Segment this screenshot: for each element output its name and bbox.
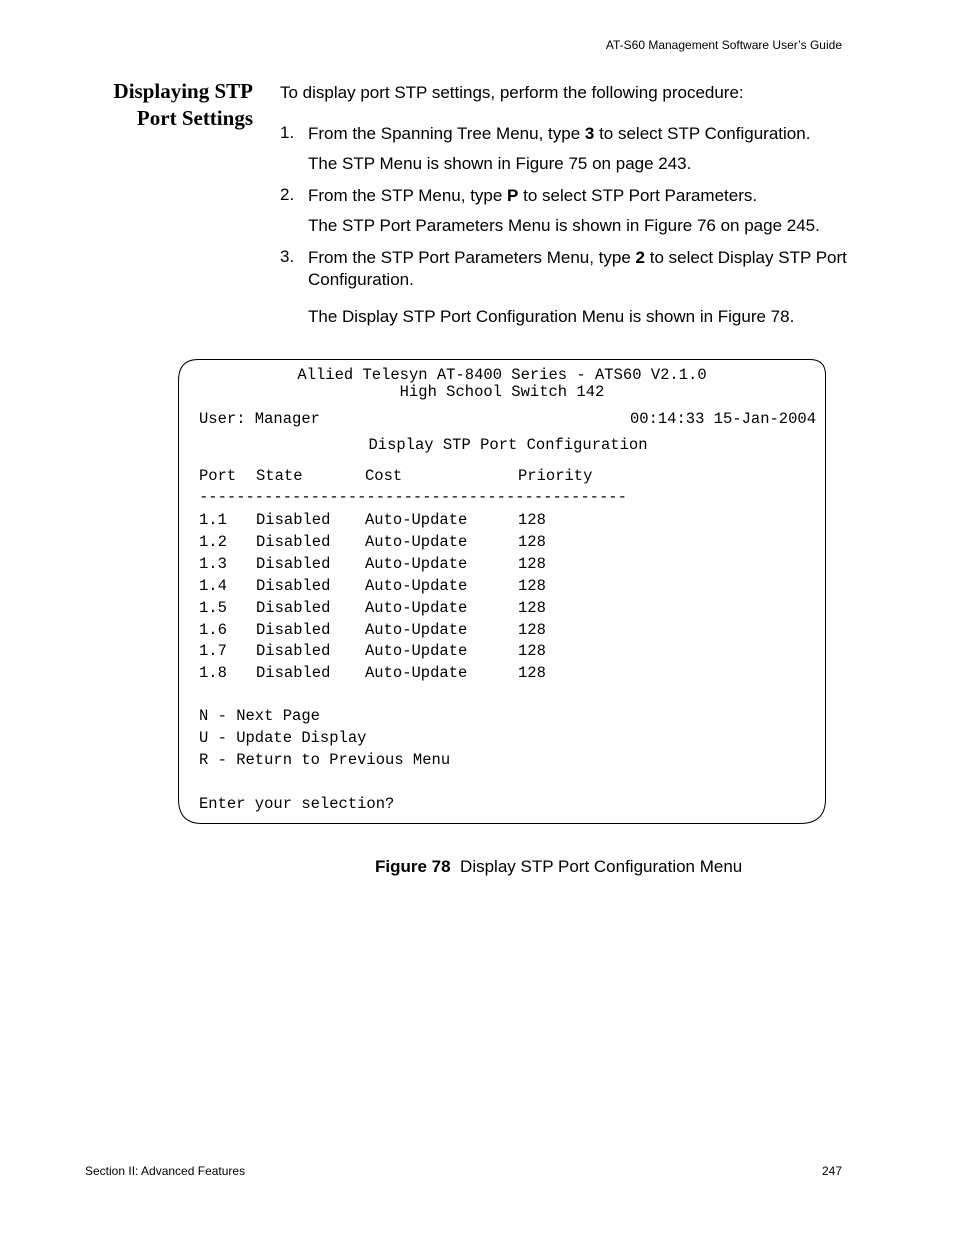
step-number: 1. [280,123,295,142]
cell-port: 1.4 [199,576,227,595]
step-key: 2 [635,248,646,267]
page-number: 247 [821,1164,842,1178]
step-number: 2. [280,185,295,204]
terminal-prompt: Enter your selection? [199,795,395,813]
cell-priority: 128 [518,642,546,661]
cell-state: Disabled [256,511,331,529]
option-next-page: N - Next Page [199,707,320,725]
cell-priority: 128 [518,598,546,617]
step-text-pre: From the Spanning Tree Menu, type [308,124,585,143]
step-text [308,247,848,291]
step-text-post: to select STP Port Parameters. [518,186,758,205]
running-header: AT-S60 Management Software User’s Guide [605,38,842,52]
figure-label: Figure 78 [375,857,451,876]
cell-port: 1.7 [199,642,227,661]
figure-caption [375,857,742,877]
step-text-pre: From the STP Port Parameters Menu, type [308,248,636,267]
cell-port: 1.5 [199,598,227,617]
step-text-pre: From the STP Menu, type [308,186,508,205]
column-header-port: Port [199,467,237,485]
cell-cost: Auto-Update [365,620,468,639]
cell-port: 1.2 [199,532,227,551]
step-text-post: to select STP Configuration. [594,124,811,143]
step-key: P [507,186,519,205]
column-header-cost: Cost [365,467,403,485]
cell-state: Disabled [256,620,331,639]
terminal-separator: ---------------------------------------------- [199,488,627,506]
section-heading-line1: Displaying STP [113,79,253,103]
cell-state: Disabled [256,576,331,595]
cell-cost: Auto-Update [365,664,468,683]
step-note: The STP Menu is shown in Figure 75 on page 243. [308,154,692,173]
terminal-menu-title: Display STP Port Configuration [368,436,648,454]
step-number: 3. [280,247,295,266]
cell-port: 1.3 [199,554,227,573]
cell-port: 1.8 [199,664,227,683]
cell-cost: Auto-Update [365,554,468,573]
cell-state: Disabled [256,642,331,661]
option-update-display: U - Update Display [199,729,367,747]
step-text [308,185,848,207]
cell-state: Disabled [256,664,331,683]
cell-cost: Auto-Update [365,532,468,551]
section-heading-line2: Port Settings [136,106,253,130]
figure-caption-text: Display STP Port Configuration Menu [460,857,743,876]
terminal-title: Allied Telesyn AT-8400 Series - ATS60 V2.1.0 [297,366,707,384]
terminal-screen [178,359,826,824]
step-text-post: to select Display STP Port Configuration. [308,248,847,289]
terminal-subtitle: High School Switch 142 [399,383,605,401]
intro-paragraph: To display port STP settings, perform the following procedure: [280,83,744,102]
step-note: The Display STP Port Configuration Menu is shown in Figure 78. [308,307,795,326]
cell-priority: 128 [518,511,546,529]
column-header-state: State [256,467,303,485]
cell-priority: 128 [518,532,546,551]
cell-priority: 128 [518,664,546,683]
column-header-priority: Priority [518,467,593,485]
cell-cost: Auto-Update [365,511,468,529]
cell-cost: Auto-Update [365,642,468,661]
footer-section: Section II: Advanced Features [85,1164,246,1178]
terminal-datetime: 00:14:33 15-Jan-2004 [629,410,816,428]
cell-state: Disabled [256,554,331,573]
section-heading [70,78,253,132]
cell-port: 1.6 [199,620,227,639]
step-note: The STP Port Parameters Menu is shown in Figure 76 on page 245. [308,216,820,235]
option-return-menu: R - Return to Previous Menu [199,751,451,769]
step-text [308,123,848,145]
cell-state: Disabled [256,532,331,551]
cell-state: Disabled [256,598,331,617]
cell-priority: 128 [518,620,546,639]
terminal-user: User: Manager [199,410,320,428]
cell-priority: 128 [518,554,546,573]
cell-cost: Auto-Update [365,598,468,617]
cell-port: 1.1 [199,511,227,529]
cell-cost: Auto-Update [365,576,468,595]
step-key: 3 [584,124,595,143]
cell-priority: 128 [518,576,546,595]
